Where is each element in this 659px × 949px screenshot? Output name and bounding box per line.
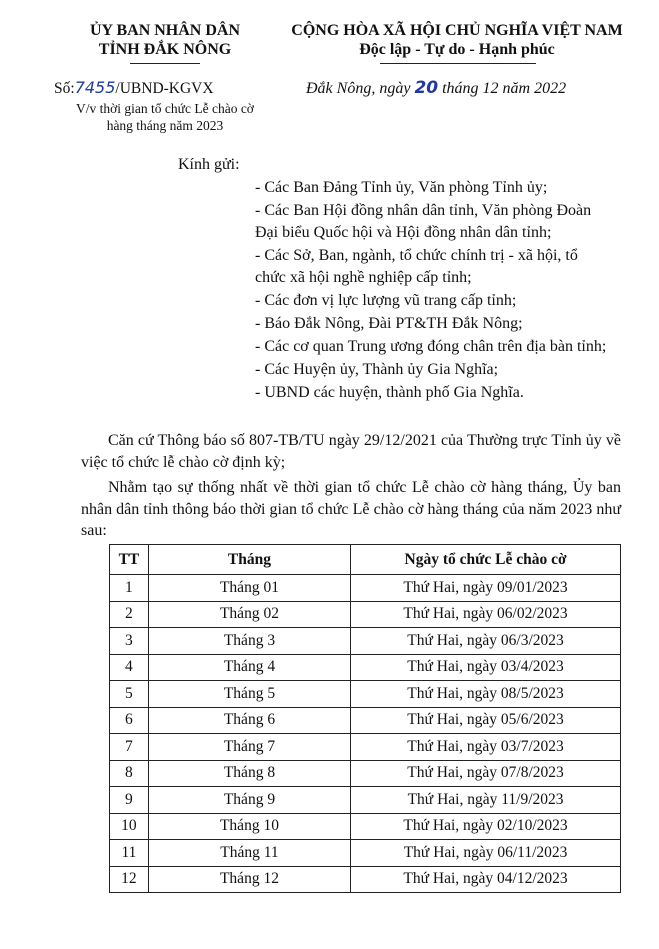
table-cell: 10 bbox=[110, 813, 149, 840]
table-cell: Thứ Hai, ngày 03/7/2023 bbox=[351, 734, 621, 761]
table-header-row bbox=[110, 545, 621, 575]
table-cell: Thứ Hai, ngày 09/01/2023 bbox=[351, 575, 621, 602]
table-cell: 2 bbox=[110, 601, 149, 628]
table-row bbox=[110, 760, 621, 787]
recipient-item: - UBND các huyện, thành phố Gia Nghĩa. bbox=[255, 384, 524, 401]
table-row bbox=[110, 734, 621, 761]
national-title: CỘNG HÒA XÃ HỘI CHỦ NGHĨA VIỆT NAM bbox=[291, 22, 623, 39]
recipient-item: - Các Ban Đảng Tỉnh ủy, Văn phòng Tỉnh ủy; bbox=[255, 179, 548, 196]
table-row bbox=[110, 575, 621, 602]
table-cell: Tháng 5 bbox=[148, 681, 350, 708]
table-cell: Thứ Hai, ngày 06/02/2023 bbox=[351, 601, 621, 628]
body-paragraph: Căn cứ Thông báo số 807-TB/TU ngày 29/12/2021 của Thường trực Tỉnh ủy về việc tổ chức lễ chào cờ định kỳ; bbox=[81, 432, 621, 471]
table-cell: 9 bbox=[110, 787, 149, 814]
number-suffix: /UBND-KGVX bbox=[115, 80, 214, 97]
table-cell: Tháng 8 bbox=[148, 760, 350, 787]
document-subject bbox=[40, 100, 290, 134]
table-cell: Tháng 7 bbox=[148, 734, 350, 761]
document-number bbox=[54, 78, 214, 98]
table-cell: Thứ Hai, ngày 02/10/2023 bbox=[351, 813, 621, 840]
table-row bbox=[110, 681, 621, 708]
table-row bbox=[110, 813, 621, 840]
table-row bbox=[110, 840, 621, 867]
organization-province: TỈNH ĐẮK NÔNG bbox=[98, 41, 232, 58]
table-cell: Thứ Hai, ngày 05/6/2023 bbox=[351, 707, 621, 734]
organization-name: ỦY BAN NHÂN DÂN bbox=[89, 22, 241, 39]
table-cell: Thứ Hai, ngày 08/5/2023 bbox=[351, 681, 621, 708]
table-row bbox=[110, 787, 621, 814]
table-cell: Thứ Hai, ngày 06/3/2023 bbox=[351, 628, 621, 655]
table-cell: Tháng 4 bbox=[148, 654, 350, 681]
handwritten-day: 20 bbox=[414, 78, 439, 98]
org-underline bbox=[130, 63, 200, 64]
table-cell: 11 bbox=[110, 840, 149, 867]
schedule-table bbox=[109, 544, 621, 893]
table-row bbox=[110, 866, 621, 893]
body-paragraph: Nhằm tạo sự thống nhất về thời gian tổ chức Lễ chào cờ hàng tháng, Ủy ban nhân dân tỉnh thông báo thời gian tổ chức Lễ chào cờ hàng tháng của năm 2023 như sau: bbox=[81, 479, 621, 539]
column-header: TT bbox=[110, 545, 149, 575]
recipient-item: Đại biểu Quốc hội và Hội đồng nhân dân tỉnh; bbox=[255, 224, 552, 241]
recipient-item: - Báo Đắk Nông, Đài PT&TH Đắk Nông; bbox=[255, 315, 523, 332]
table-cell: Tháng 02 bbox=[148, 601, 350, 628]
table-cell: Tháng 9 bbox=[148, 787, 350, 814]
national-motto: Độc lập - Tự do - Hạnh phúc bbox=[359, 41, 555, 58]
number-prefix: Số: bbox=[54, 80, 75, 97]
subject-line: hàng tháng năm 2023 bbox=[106, 118, 224, 133]
table-cell: 1 bbox=[110, 575, 149, 602]
recipient-item: - Các đơn vị lực lượng vũ trang cấp tỉnh; bbox=[255, 292, 517, 309]
recipient-item: - Các Ban Hội đồng nhân dân tỉnh, Văn phòng Đoàn bbox=[255, 202, 592, 219]
date-prefix: Đắk Nông, ngày bbox=[306, 80, 411, 97]
table-cell: 6 bbox=[110, 707, 149, 734]
table-cell: Tháng 11 bbox=[148, 840, 350, 867]
table-cell: Thứ Hai, ngày 06/11/2023 bbox=[351, 840, 621, 867]
table-cell: Thứ Hai, ngày 03/4/2023 bbox=[351, 654, 621, 681]
table-cell: 12 bbox=[110, 866, 149, 893]
table-cell: 8 bbox=[110, 760, 149, 787]
recipient-item: - Các Sở, Ban, ngành, tổ chức chính trị - xã hội, tổ bbox=[255, 247, 578, 264]
table-row bbox=[110, 628, 621, 655]
table-cell: Tháng 6 bbox=[148, 707, 350, 734]
document-date bbox=[306, 78, 566, 98]
table-cell: 7 bbox=[110, 734, 149, 761]
recipient-item: - Các cơ quan Trung ương đóng chân trên địa bàn tỉnh; bbox=[255, 338, 607, 355]
table-cell: Tháng 12 bbox=[148, 866, 350, 893]
handwritten-number: 7455 bbox=[74, 78, 116, 97]
table-cell: Tháng 3 bbox=[148, 628, 350, 655]
table-cell: Thứ Hai, ngày 11/9/2023 bbox=[351, 787, 621, 814]
table-cell: Thứ Hai, ngày 07/8/2023 bbox=[351, 760, 621, 787]
table-row bbox=[110, 601, 621, 628]
table-cell: Tháng 10 bbox=[148, 813, 350, 840]
recipient-item: chức xã hội nghề nghiệp cấp tỉnh; bbox=[255, 269, 472, 286]
table-row bbox=[110, 707, 621, 734]
subject-line: V/v thời gian tổ chức Lễ chào cờ bbox=[76, 101, 254, 116]
table-cell: Thứ Hai, ngày 04/12/2023 bbox=[351, 866, 621, 893]
table-row bbox=[110, 654, 621, 681]
table-cell: 3 bbox=[110, 628, 149, 655]
greeting: Kính gửi: bbox=[178, 156, 240, 173]
date-suffix: tháng 12 năm 2022 bbox=[442, 80, 567, 97]
table-cell: 5 bbox=[110, 681, 149, 708]
recipient-item: - Các Huyện ủy, Thành ủy Gia Nghĩa; bbox=[255, 361, 499, 378]
table-cell: 4 bbox=[110, 654, 149, 681]
motto-underline bbox=[380, 63, 536, 64]
table-cell: Tháng 01 bbox=[148, 575, 350, 602]
column-header: Tháng bbox=[148, 545, 350, 575]
column-header: Ngày tổ chức Lễ chào cờ bbox=[351, 545, 621, 575]
